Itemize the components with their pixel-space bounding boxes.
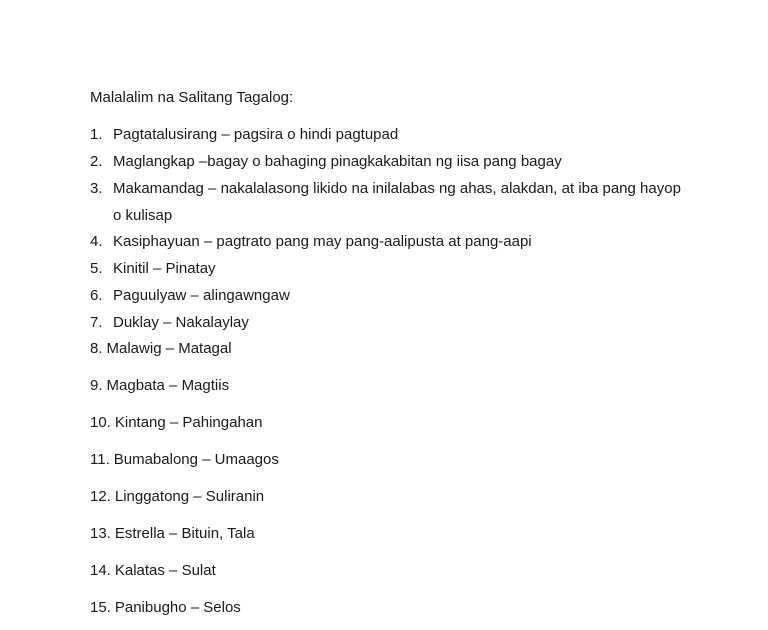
list-item-text: Malawig – Matagal [106,340,232,357]
list-item [90,376,229,396]
list-item-text: Magbata – Magtiis [106,377,230,394]
list-item-text: Duklay – Nakalaylay [113,314,249,331]
list-item-text: Bumabalong – Umaagos [113,451,279,468]
list-item-number: 13. [90,525,111,542]
list-item-number: 3. [90,180,103,197]
list-item-number: 1. [90,126,103,143]
list-item [90,259,216,279]
list-item-number: 6. [90,287,103,304]
list-item [90,286,290,306]
list-item [90,450,279,470]
list-item-number: 8. [90,340,103,357]
list-item-text: Pagtatalusirang – pagsira o hindi pagtupad [113,126,399,143]
document-title: Malalalim na Salitang Tagalog: [90,89,294,106]
list-item-text: Kintang – Pahingahan [114,414,263,431]
list-item-number: 10. [90,414,111,431]
list-item-number: 12. [90,488,111,505]
list-item-number: 5. [90,260,103,277]
list-item [90,339,232,359]
list-item-number: 14. [90,562,111,579]
list-item-number: 15. [90,599,111,616]
list-item-text: Makamandag – nakalalasong likido na inilalabas ng ahas, alakdan, at iba pang hayop [113,180,681,197]
list-item-text: Linggatong – Suliranin [114,488,265,505]
list-item-number: 4. [90,233,103,250]
list-item [90,313,249,333]
list-item [90,598,241,618]
list-item-number: 7. [90,314,103,331]
list-item [90,413,263,433]
list-item-continuation: o kulisap [113,207,173,224]
list-item [90,152,562,172]
list-item-text: Kasiphayuan – pagtrato pang may pang-aalipusta at pang-aapi [113,233,532,250]
list-item-text: Panibugho – Selos [114,599,241,616]
list-item-number: 9. [90,377,103,394]
list-item [90,179,681,199]
list-item [90,125,398,145]
list-item-text: Kalatas – Sulat [114,562,216,579]
list-item [90,487,264,507]
list-item-number: 11. [90,451,110,468]
list-item-number: 2. [90,153,103,170]
list-item-text: Kinitil – Pinatay [113,260,216,277]
list-item [90,524,255,544]
list-item-text: Estrella – Bituin, Tala [114,525,255,542]
list-item [90,561,216,581]
list-item [90,232,532,252]
list-item-text: Maglangkap –bagay o bahaging pinagkakabitan ng iisa pang bagay [113,153,562,170]
list-item-text: Paguulyaw – alingawngaw [113,287,290,304]
